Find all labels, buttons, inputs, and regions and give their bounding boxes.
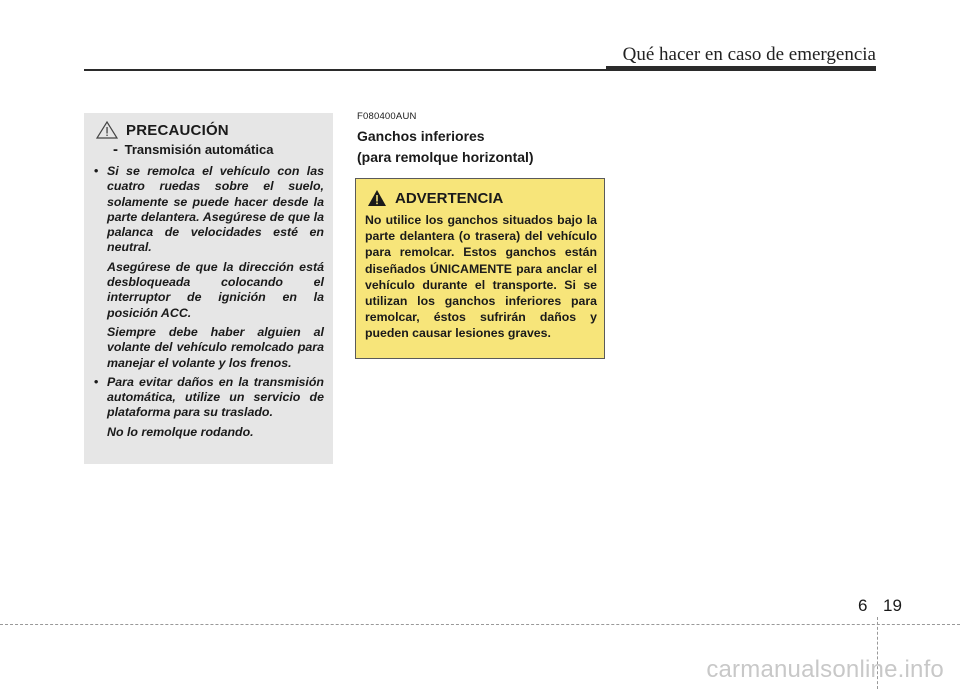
caution-item bbox=[94, 375, 324, 440]
section-title-line1: Ganchos inferiores bbox=[357, 128, 485, 144]
bullet: • bbox=[94, 374, 99, 389]
section-code: F080400AUN bbox=[357, 111, 417, 122]
caution-item bbox=[94, 164, 324, 371]
caution-paragraph: Para evitar daños en la transmisión automática, utilize un servicio de plataforma para su traslado. bbox=[107, 374, 324, 420]
header-title: Qué hacer en caso de emergencia bbox=[622, 44, 876, 65]
caution-title: PRECAUCIÓN bbox=[126, 121, 229, 139]
caution-paragraph: Siempre debe haber alguien al volante del vehículo remolcado para manejar el volante y los frenos. bbox=[107, 324, 324, 370]
caution-subtitle: Transmisión automática bbox=[124, 142, 274, 157]
caution-header bbox=[94, 121, 324, 139]
bullet: • bbox=[94, 164, 99, 178]
warning-box bbox=[355, 178, 605, 359]
chapter-number: 6 bbox=[858, 596, 868, 615]
warning-triangle-icon bbox=[367, 189, 387, 207]
subtitle-dash: - bbox=[113, 141, 118, 158]
warning-title: ADVERTENCIA bbox=[395, 189, 504, 207]
caution-box bbox=[84, 113, 333, 464]
page-number: 19 bbox=[883, 596, 902, 615]
header-rule-accent bbox=[606, 66, 876, 71]
section-title bbox=[357, 126, 534, 168]
caution-paragraph: No lo remolque rodando. bbox=[107, 424, 254, 439]
warning-triangle-icon bbox=[96, 121, 118, 139]
warning-header bbox=[365, 189, 597, 207]
watermark: carmanualsonline.info bbox=[706, 656, 944, 683]
footer-rule bbox=[0, 624, 960, 625]
section-title-line2: (para remolque horizontal) bbox=[357, 149, 534, 165]
caution-paragraph: Si se remolca el vehículo con las cuatro ruedas sobre el suelo, solamente se puede hacer desde la parte delantera. Asegúrese de que la palanca de velocidades esté en neutral. bbox=[107, 164, 324, 255]
caution-paragraph: Asegúrese de que la dirección está desbloqueada colocando el interruptor de ignición en la posición ACC. bbox=[107, 259, 324, 320]
warning-body: No utilice los ganchos situados bajo la parte delantera (o trasera) del vehículo para remolcar. Estos ganchos están diseñados ÚNICAMENTE para anclar el vehículo durante el transporte. Si se utilizan los ganchos inferiores para remolcar, éstos sufrirán daños y pueden causar lesiones graves. bbox=[365, 213, 597, 341]
caution-subtitle-line bbox=[113, 141, 324, 158]
